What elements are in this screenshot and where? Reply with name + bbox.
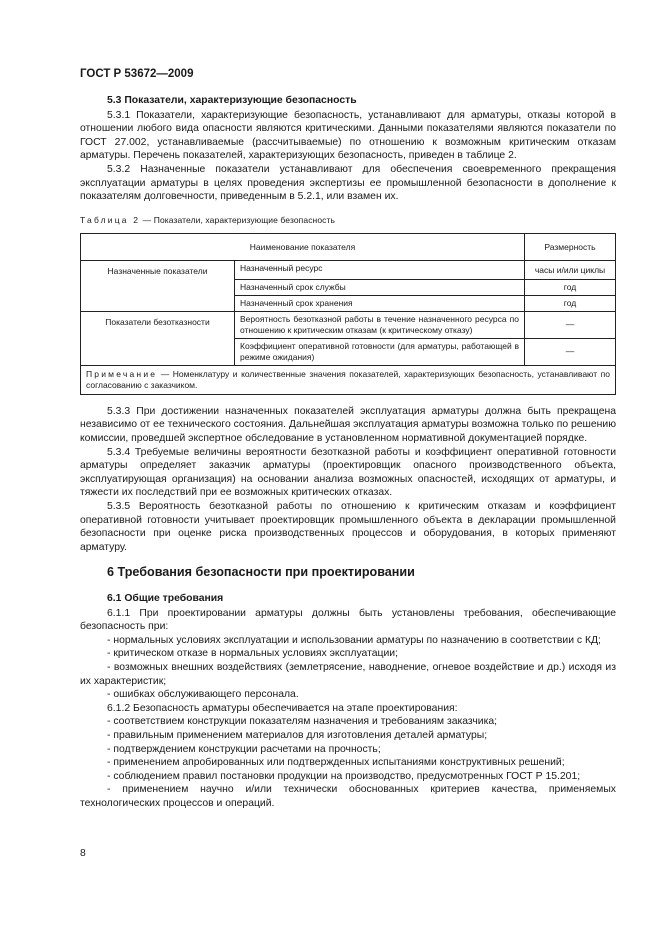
section-6-1-title: 6.1 Общие требования <box>107 592 224 604</box>
header-unit: Размерность <box>525 234 616 261</box>
table-caption-label: Таблица 2 <box>80 214 141 225</box>
paragraph-5-3-2: 5.3.2 Назначенные показатели устанавливают для обеспечения своевременного прекращения эксплуатации арматуры в целях проведения экспертизы ее промышленной безопасности в дополнение к показателям долговечности, приведенным в 5.2.1, или взамен их. <box>80 163 616 203</box>
paragraph-5-3-5: 5.3.5 Вероятность безотказной работы по отношению к критическим отказам и коэффициент оперативной готовности учитывает проектировщик промышленного объекта в декларации промышленной безопасности при оценке риска производственных процессов и оборудования, в которых применяют арматуру. <box>80 501 616 553</box>
paragraph-6-1-2: 6.1.2 Безопасность арматуры обеспечивается на этапе проектирования: <box>107 702 458 714</box>
group-cell-cont <box>81 295 235 311</box>
section-6-title: 6 Требования безопасности при проектировании <box>107 565 415 580</box>
list-item: - правильным применением материалов для изготовления деталей арматуры; <box>107 729 488 741</box>
table-row <box>81 279 616 295</box>
row-unit: — <box>525 311 616 338</box>
table-row <box>81 295 616 311</box>
row-unit: год <box>525 295 616 311</box>
paragraph-5-3-1: 5.3.1 Показатели, характеризующие безопасность, устанавливают для арматуры, отказы которой в отношении любого вида опасности являются критическими. Данными показателями являются показатели по ГОСТ 27.002, устанавливаемые (рассчитываемые) по отношению к возможным критическим отказам арматуры. Перечень показателей, характеризующих безопасность, приведен в таблице 2. <box>80 109 616 162</box>
row-name: Назначенный срок хранения <box>235 295 525 311</box>
note-label: Примечание <box>86 368 158 379</box>
note-text: — Номенклатуру и количественные значения показателей, характеризующих безопасность, устанавливают по согласованию с заказчиком. <box>86 368 610 390</box>
header-indicator-name: Наименование показателя <box>81 234 525 261</box>
table-row <box>81 338 616 365</box>
table-header-row <box>81 234 616 261</box>
paragraph-5-3-3: 5.3.3 При достижении назначенных показателей эксплуатация арматуры должна быть прекращена независимо от ее технического состояния. Дальнейшая эксплуатация арматуры возможна только по решению комиссии, проведшей экспертное обследование в установленном нормативной документацией порядке. <box>80 405 616 445</box>
row-name: Назначенный ресурс <box>235 261 525 280</box>
row-unit: часы и/или циклы <box>525 261 616 280</box>
list-item: - ошибках обслуживающего персонала. <box>107 689 299 701</box>
section-5-3-title: 5.3 Показатели, характеризующие безопасность <box>107 95 357 106</box>
row-name: Коэффициент оперативной готовности (для арматуры, работающей в режиме ожидания) <box>235 338 525 365</box>
safety-indicators-table <box>80 233 616 395</box>
paragraph-5-3-4: 5.3.4 Требуемые величины вероятности безотказной работы и коэффициент оперативной готовности арматуры определяет заказчик арматуры (проектировщик опасного производственного объекта, эксплуатирующая организация) на основании анализа возможных опасностей, исходящих от арматуры, и тяжести их последствий при ее возможных критических отказах. <box>80 446 616 499</box>
list-item: - применением научно и/или технически обоснованных критериев качества, применяемых технологических процессов и операций. <box>80 784 616 809</box>
list-item: - нормальных условиях эксплуатации и использовании арматуры по назначению в соответствии с КД; <box>107 634 601 646</box>
list-item: - критическом отказе в нормальных условиях эксплуатации; <box>107 648 398 660</box>
list-item: - подтверждением конструкции расчетами на прочность; <box>107 743 381 755</box>
list-item: - соответствием конструкции показателям назначения и требованиям заказчика; <box>107 716 498 728</box>
table-caption-text: — Показатели, характеризующие безопасность <box>140 214 336 225</box>
document-header: ГОСТ Р 53672—2009 <box>80 68 194 80</box>
list-item: - соблюдением правил постановки продукции на производство, предусмотренных ГОСТ Р 15.201; <box>107 770 581 782</box>
list-item: - применением апробированных или подтвержденных испытаниями конструктивных решений; <box>107 757 565 769</box>
table-row <box>81 261 616 280</box>
row-name: Вероятность безотказной работы в течение назначенного ресурса по отношению к критическим отказам (к критическому отказу) <box>235 311 525 338</box>
page-content <box>80 94 616 810</box>
group-cell-cont <box>81 279 235 295</box>
table-note <box>81 365 616 394</box>
table-note-row <box>81 365 616 394</box>
group-reliability-indicators: Показатели безотказности <box>81 311 235 338</box>
group-cell-cont <box>81 338 235 365</box>
paragraph-6-1-1: 6.1.1 При проектировании арматуры должны быть установлены требования, обеспечивающие безопасность при: <box>80 607 616 633</box>
group-assigned-indicators: Назначенные показатели <box>81 261 235 280</box>
row-unit: год <box>525 279 616 295</box>
row-name: Назначенный срок службы <box>235 279 525 295</box>
page-number: 8 <box>80 848 86 859</box>
table-caption <box>80 214 616 228</box>
table-row <box>81 311 616 338</box>
list-item: - возможных внешних воздействиях (землетрясение, наводнение, огневое воздействие и др.) исходя из их характеристик; <box>80 661 616 687</box>
row-unit: — <box>525 338 616 365</box>
